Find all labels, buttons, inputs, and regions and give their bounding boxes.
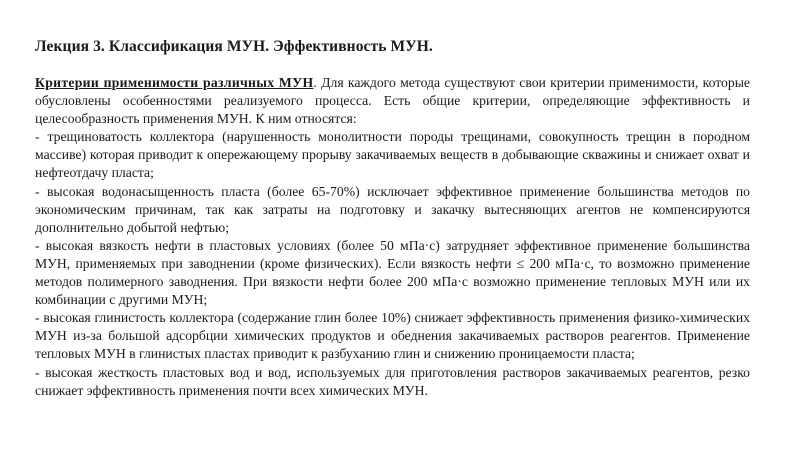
slide-content (35, 38, 750, 400)
criterion-item: - высокая вязкость нефти в пластовых условиях (более 50 мПа·с) затрудняет эффективное применение большинства МУН, применяемых при заводнении (кроме физических). Если вязкость нефти ≤ 200 мПа·с, то возможно применение методов полимерного заводнения. При вязкости нефти более 200 мПа·с возможно применение тепловых МУН или их комбинации с другими МУН; (35, 237, 750, 308)
criterion-item: - высокая глинистость коллектора (содержание глин более 10%) снижает эффективность применения физико-химических МУН из-за большой адсорбции химических продуктов и обеднения закачиваемых растворов реагентов. Применение тепловых МУН в глинистых пластах приводит к разбуханию глин и снижению проницаемости пласта; (35, 310, 750, 362)
body-text (35, 74, 750, 400)
page-title: Лекция 3. Классификация МУН. Эффективность МУН. (35, 38, 433, 55)
criterion-item: - высокая жесткость пластовых вод и вод, используемых для приготовления растворов закачиваемых реагентов, резко снижает эффективность применения почти всех химических МУН. (35, 364, 750, 398)
intro-text: . Для каждого метода существуют свои критерии применимости, которые обусловлены особенностями реализуемого процесса. Есть общие критерии, определяющие эффективность и целесообразность применения МУН. К ним относятся: (35, 75, 750, 127)
criteria-heading: Критерии применимости различных МУН (35, 75, 314, 90)
criterion-item: - высокая водонасыщенность пласта (более 65-70%) исключает эффективное применение большинства методов по экономическим причинам, так как затраты на подготовку и закачку вытесняющих агентов не компенсируются дополнительно добытой нефтью; (35, 183, 750, 235)
criterion-item: - трещиноватость коллектора (нарушенность монолитности породы трещинами, совокупность трещин в породном массиве) которая приводит к опережающему прорыву закачиваемых веществ в добывающие скважины и снижает охват и нефтеотдачу пласта; (35, 129, 750, 181)
intro-paragraph (35, 74, 750, 128)
